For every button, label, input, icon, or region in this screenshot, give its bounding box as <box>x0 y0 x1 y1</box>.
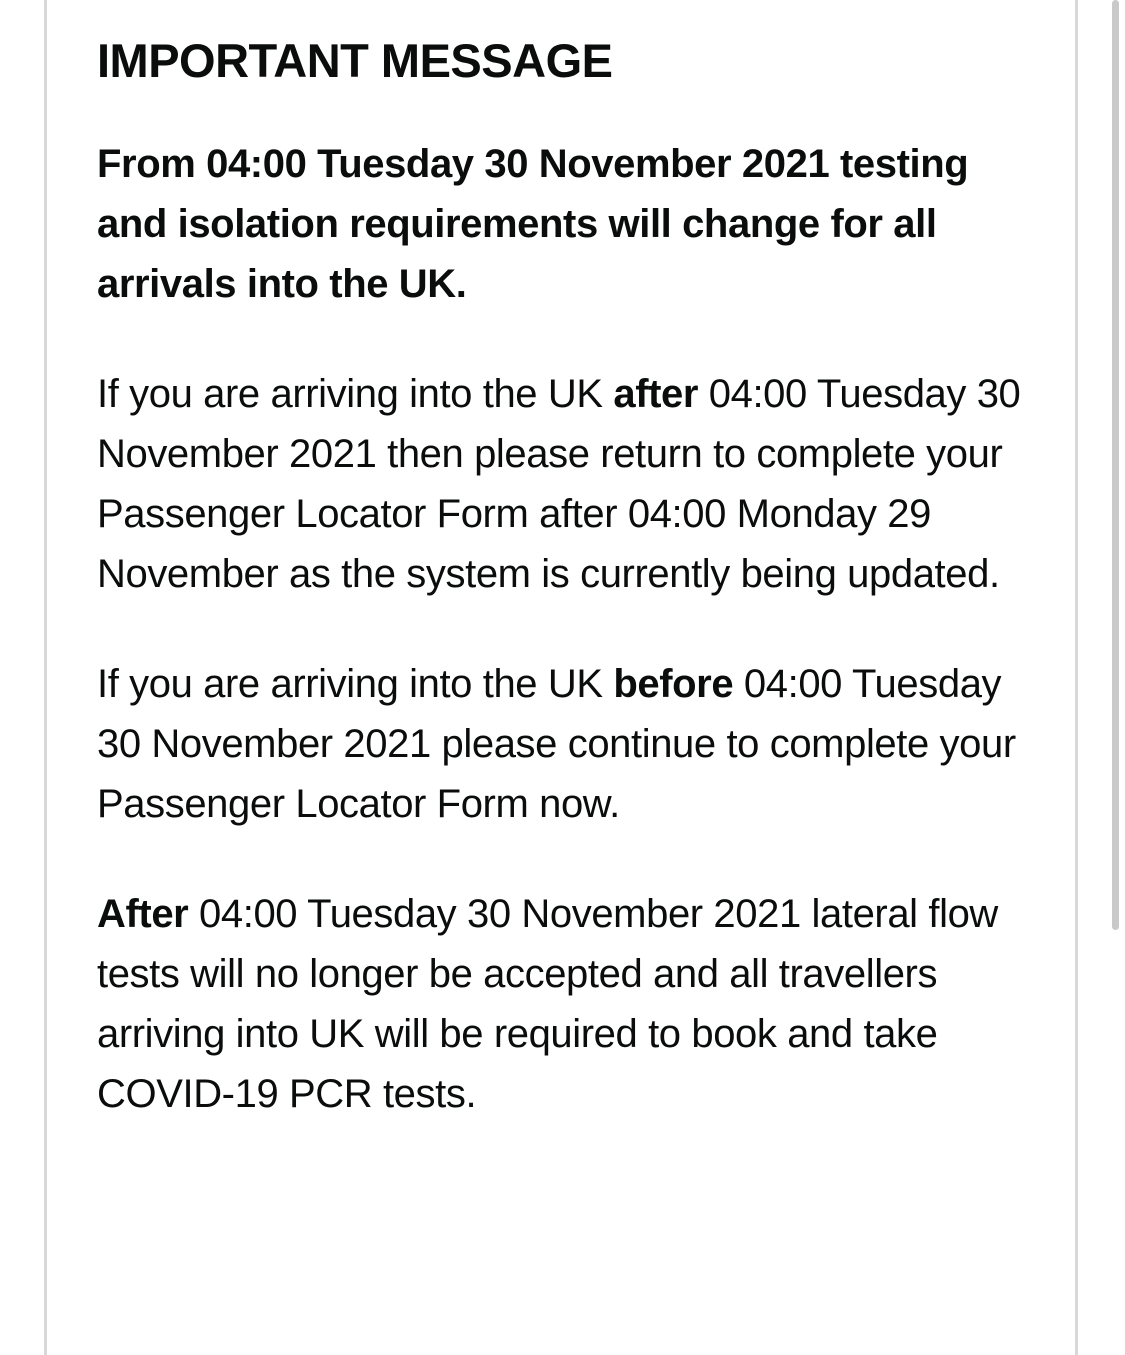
paragraph-text: If you are arriving into the UK <box>97 372 614 416</box>
message-paragraph-pcr <box>97 884 1027 1124</box>
paragraph-text: If you are arriving into the UK <box>97 662 614 706</box>
message-title: IMPORTANT MESSAGE <box>97 34 613 87</box>
message-paragraph-after <box>97 364 1027 604</box>
emphasis-after: after <box>613 372 699 416</box>
message-content <box>97 26 1027 1124</box>
scrollbar-thumb[interactable] <box>1112 0 1119 930</box>
message-lead: From 04:00 Tuesday 30 November 2021 testing and isolation requirements will change for all arrivals into the UK. <box>97 142 969 306</box>
paragraph-text: 04:00 Tuesday 30 November 2021 please continue to complete your Passenger Locator Form now. <box>97 662 1016 826</box>
emphasis-after-start: After <box>97 892 189 936</box>
emphasis-before: before <box>613 662 734 706</box>
message-paragraph-before <box>97 654 1027 834</box>
paragraph-text: 04:00 Tuesday 30 November 2021 lateral flow tests will no longer be accepted and all travellers arriving into UK will be required to book and take COVID-19 PCR tests. <box>97 892 998 1116</box>
scrollbar[interactable] <box>1105 0 1125 1355</box>
paragraph-text: 04:00 Tuesday 30 November 2021 then please return to complete your Passenger Locator Form after 04:00 Monday 29 November as the system is currently being updated. <box>97 372 1021 596</box>
